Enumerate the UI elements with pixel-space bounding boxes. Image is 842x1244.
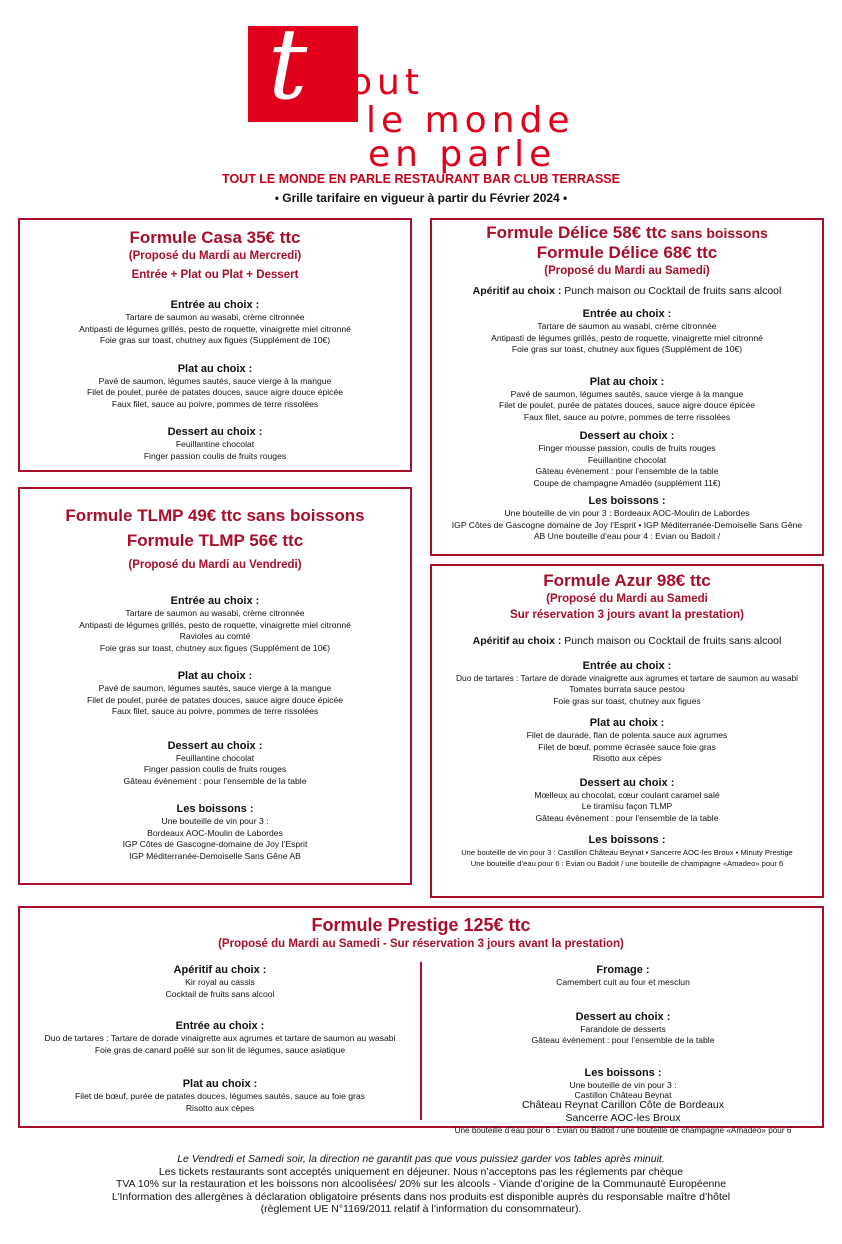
delice-boisson-item: AB Une bouteille d’eau pour 4 : Evian ou Badoit / [533, 531, 721, 541]
casa-plat-heading: Plat au choix : [177, 362, 253, 375]
azur-entree-heading: Entrée au choix : [582, 660, 672, 672]
delice-plat-item: Pavé de saumon, légumes sautés, sauce vierge à la mangue [510, 388, 744, 399]
azur-entree-item: Duo de tartares : Tartare de dorade vinaigrette aux agrumes et tartare de saumon au wasabi [455, 673, 799, 683]
formule-delice-box [430, 218, 824, 556]
prestige-boissons-heading: Les boissons : [584, 1066, 662, 1079]
footer-line: Les tickets restaurants sont acceptés uniquement en déjeuner. Nous n’acceptons pas les réglements par chèque [158, 1165, 684, 1178]
delice-entree-heading: Entrée au choix : [582, 308, 672, 320]
tlmp-dessert-item: Finger passion coulis de fruits rouges [143, 764, 287, 774]
logo-line-1: out [350, 62, 424, 103]
azur-entree-item: Foie gras sur toast, chutney aux figues [553, 695, 701, 706]
delice-plat-item: Faux filet, sauce au poivre, pommes de terre rissolées [523, 411, 731, 422]
azur-dessert-item: Mœlleux au chocolat, cœur coulant caramel salé [534, 789, 720, 800]
azur-dessert-item: Le tiramisu façon TLMP [581, 801, 673, 811]
formule-azur-box [430, 564, 824, 898]
delice-plat-item: Filet de poulet, purée de patates douces, sauce aigre douce épicée [498, 400, 756, 410]
casa-entree-heading: Entrée au choix : [170, 299, 260, 311]
azur-boissons-heading: Les boissons : [588, 834, 666, 846]
tlmp-dessert-heading: Dessert au choix : [167, 739, 263, 752]
tlmp-entree-item: Tartare de saumon au wasabi, crème citronnée [125, 608, 305, 618]
formule-azur-days: (Proposé du Mardi au Samedi [546, 593, 708, 605]
prestige-plat-item: Risotto aux cèpes [185, 1102, 255, 1113]
azur-aperitif-value: Punch maison ou Cocktail de fruits sans alcool [561, 635, 782, 647]
azur-boisson-item: Une bouteille d’eau pour 6 : Evian ou Badoit / une bouteille de champagne «Amadeo» pour 6 [470, 859, 784, 868]
tlmp-boisson-item: Bordeaux AOC-Moulin de Labordes [147, 827, 283, 838]
tlmp-dessert-item: Gâteau évènement : pour l’ensemble de la table [123, 775, 307, 786]
casa-dessert-item: Finger passion coulis de fruits rouges [143, 450, 287, 461]
tlmp-entree-item: Antipasti de légumes grillés, pesto de roquette, vinaigrette miel citronné Ravioles au comté [79, 619, 351, 641]
tlmp-boisson-item: IGP Méditerranée-Demoiselle Sans Gêne AB [129, 850, 301, 861]
prestige-aperitif-heading: Apéritif au choix : [173, 964, 267, 976]
formule-tlmp-title-2: Formule TLMP 56€ ttc [126, 531, 304, 550]
prestige-plat-heading: Plat au choix : [182, 1078, 258, 1090]
prestige-fromage-item: Camembert cuit au four et mesclun [556, 977, 690, 987]
prestige-boisson-item: Château Reynat Carillon Côte de Bordeaux [522, 1099, 724, 1111]
tlmp-dessert-item: Feuillantine chocolat [175, 752, 255, 763]
tlmp-plat-item: Faux filet, sauce au poivre, pommes de terre rissolées [111, 706, 319, 716]
delice-entree-item: Tartare de saumon au wasabi, crème citronnée [537, 321, 717, 331]
prestige-aperitif-item: Cocktail de fruits sans alcool [165, 988, 275, 999]
azur-plat-item: Filet de daurade, flan de polenta sauce aux agrumes [526, 730, 728, 740]
prestige-column-divider [420, 962, 422, 1120]
azur-dessert-heading: Dessert au choix : [579, 776, 675, 789]
footer-notes [0, 1153, 842, 1216]
prestige-boisson-item: Castillon Château Beynat [574, 1091, 672, 1099]
azur-plat-item: Risotto aux cèpes [592, 753, 662, 763]
formule-delice-days: (Proposé du Mardi au Samedi) [544, 265, 710, 277]
prestige-dessert-item: Gâteau évènement : pour l’ensemble de la table [531, 1035, 715, 1045]
formule-delice-title-2: Formule Délice 68€ ttc [536, 243, 718, 262]
casa-dessert-heading: Dessert au choix : [167, 426, 263, 438]
prestige-dessert-heading: Dessert au choix : [575, 1010, 671, 1023]
logo-line-2: le monde [366, 100, 575, 141]
casa-entree-item: Foie gras sur toast, chutney aux figues (Supplément de 10€) [99, 335, 331, 345]
tariff-subtitle: • Grille tarifaire en vigueur à partir du Février 2024 • [274, 191, 568, 205]
formule-casa-box [18, 218, 412, 472]
delice-aperitif-label: Apéritif au choix : [472, 285, 562, 297]
azur-dessert-item: Gâteau évènement : pour l’ensemble de la table [535, 812, 719, 823]
formule-delice-title-1-main: Formule Délice 58€ ttc [486, 223, 667, 242]
prestige-right-column [425, 964, 821, 1136]
delice-aperitif-value: Punch maison ou Cocktail de fruits sans alcool [561, 285, 782, 297]
logo-letter: t [268, 8, 308, 122]
prestige-entree-heading: Entrée au choix : [175, 1020, 265, 1032]
footer-line: L’Information des allergènes à déclaration obligatoire présents dans nos produits est disponible auprès du responsable maître d’hôtel [111, 1190, 731, 1203]
prestige-dessert-item: Farandole de desserts [580, 1023, 666, 1034]
tlmp-plat-item: Filet de poulet, purée de patates douces, sauce aigre douce épicée [86, 694, 344, 705]
azur-plat-item: Filet de bœuf, pomme écrasée sauce foie gras [538, 741, 716, 752]
casa-plat-item: Faux filet, sauce au poivre, pommes de terre rissolées [111, 398, 319, 409]
casa-entree-item: Antipasti de légumes grillés, pesto de roquette, vinaigrette miel citronné [79, 323, 351, 334]
formule-casa-title: Formule Casa 35€ ttc [129, 228, 301, 247]
delice-aperitif-line [432, 285, 822, 298]
delice-dessert-item: Finger mousse passion, coulis de fruits rouges [538, 443, 716, 453]
prestige-fromage-heading: Fromage : [596, 964, 650, 976]
delice-plat-heading: Plat au choix : [589, 375, 665, 388]
formule-prestige-days: (Proposé du Mardi au Samedi - Sur réservation 3 jours avant la prestation) [218, 938, 624, 950]
azur-aperitif-label: Apéritif au choix : [472, 635, 562, 647]
delice-dessert-item: Gâteau évènement : pour l’ensemble de la table [535, 466, 719, 476]
formule-delice-title-1-suffix: sans boissons [666, 225, 768, 241]
delice-boisson-item: IGP Côtes de Gascogne domaine de Joy l’Esprit • IGP Méditerranée-Demoiselle Sans Gêne [451, 519, 803, 530]
azur-entree-item: Tomates burrata sauce pestou [569, 684, 685, 694]
prestige-plat-item: Filet de bœuf, purée de patates douces, légumes sautés, sauce au foie gras [75, 1091, 365, 1101]
tlmp-boisson-item: Une bouteille de vin pour 3 : [161, 816, 269, 826]
delice-boisson-item: Une bouteille de vin pour 3 : Bordeaux AOC-Moulin de Labordes [504, 508, 750, 518]
prestige-entree-item: Duo de tartares : Tartare de dorade vinaigrette aux agrumes et tartare de saumon au wasabi [44, 1033, 396, 1043]
casa-dessert-item: Feuillantine chocolat [175, 439, 255, 449]
delice-boissons-heading: Les boissons : [588, 495, 666, 507]
delice-entree-item: Antipasti de légumes grillés, pesto de roquette, vinaigrette miel citronné [491, 332, 763, 343]
prestige-aperitif-item: Kir royal au cassis [185, 977, 255, 987]
prestige-left-column [20, 964, 420, 1114]
restaurant-title: TOUT LE MONDE EN PARLE RESTAURANT BAR CLUB TERRASSE [222, 172, 620, 186]
formule-casa-days: (Proposé du Mardi au Mercredi) [128, 250, 302, 262]
logo-line-3: en parle [368, 134, 557, 175]
delice-dessert-item: Coupe de champagne Amadéo (supplément 11€) [533, 477, 721, 488]
footer-line: TVA 10% sur la restauration et les boissons non alcoolisées/ 20% sur les alcools - Viande d’origine de la Communauté Européenne [115, 1178, 727, 1191]
azur-boisson-item: Une bouteille de vin pour 3 : Castillon Château Beynat • Sancerre AOC-les Broux • Minuty Prestige [461, 848, 793, 857]
delice-dessert-item: Feuillantine chocolat [587, 454, 667, 465]
formule-azur-title: Formule Azur 98€ ttc [543, 571, 711, 590]
casa-plat-item: Pavé de saumon, légumes sautés, sauce vierge à la mangue [98, 375, 332, 386]
formule-azur-reservation: Sur réservation 3 jours avant la prestation) [510, 609, 744, 621]
formule-tlmp-title-1: Formule TLMP 49€ ttc sans boissons [65, 506, 365, 525]
delice-entree-item: Foie gras sur toast, chutney aux figues (Supplément de 10€) [511, 344, 743, 354]
formule-prestige-title: Formule Prestige 125€ ttc [311, 915, 531, 935]
tlmp-plat-item: Pavé de saumon, légumes sautés, sauce vierge à la mangue [98, 683, 332, 693]
azur-aperitif-line [432, 635, 822, 648]
tlmp-boisson-item: IGP Côtes de Gascogne-domaine de Joy l’Esprit [122, 839, 308, 849]
formule-tlmp-days: (Proposé du Mardi au Vendredi) [128, 559, 302, 571]
formule-casa-composition: Entrée + Plat ou Plat + Dessert [131, 269, 299, 281]
formule-tlmp-box [18, 487, 412, 885]
prestige-boisson-item: Une bouteille d’eau pour 6 : Evian ou Badoit / une bouteille de champagne «Amadeo» pour 6 [454, 1126, 792, 1135]
azur-plat-heading: Plat au choix : [589, 717, 665, 729]
prestige-boisson-item: Sancerre AOC-les Broux [565, 1112, 681, 1124]
footer-line: Le Vendredi et Samedi soir, la direction ne garantit pas que vous puissiez garder vos tables après minuit. [177, 1153, 665, 1165]
prestige-entree-item: Foie gras de canard poêlé sur son lit de légumes, sauce asiatique [94, 1044, 346, 1055]
tlmp-plat-heading: Plat au choix : [177, 670, 253, 682]
casa-entree-item: Tartare de saumon au wasabi, crème citronnée [125, 312, 305, 322]
tlmp-entree-item: Foie gras sur toast, chutney aux figues (Supplément de 10€) [99, 642, 331, 653]
formule-delice-title-1 [432, 223, 822, 243]
footer-line: (règlement UE N°1169/2011 relatif à l’information du consommateur). [260, 1203, 582, 1216]
delice-dessert-heading: Dessert au choix : [579, 430, 675, 442]
prestige-boisson-item: Une bouteille de vin pour 3 : [569, 1079, 677, 1090]
casa-plat-item: Filet de poulet, purée de patates douces, sauce aigre douce épicée [86, 387, 344, 397]
tlmp-entree-heading: Entrée au choix : [170, 595, 260, 607]
tlmp-boissons-heading: Les boissons : [176, 803, 254, 815]
